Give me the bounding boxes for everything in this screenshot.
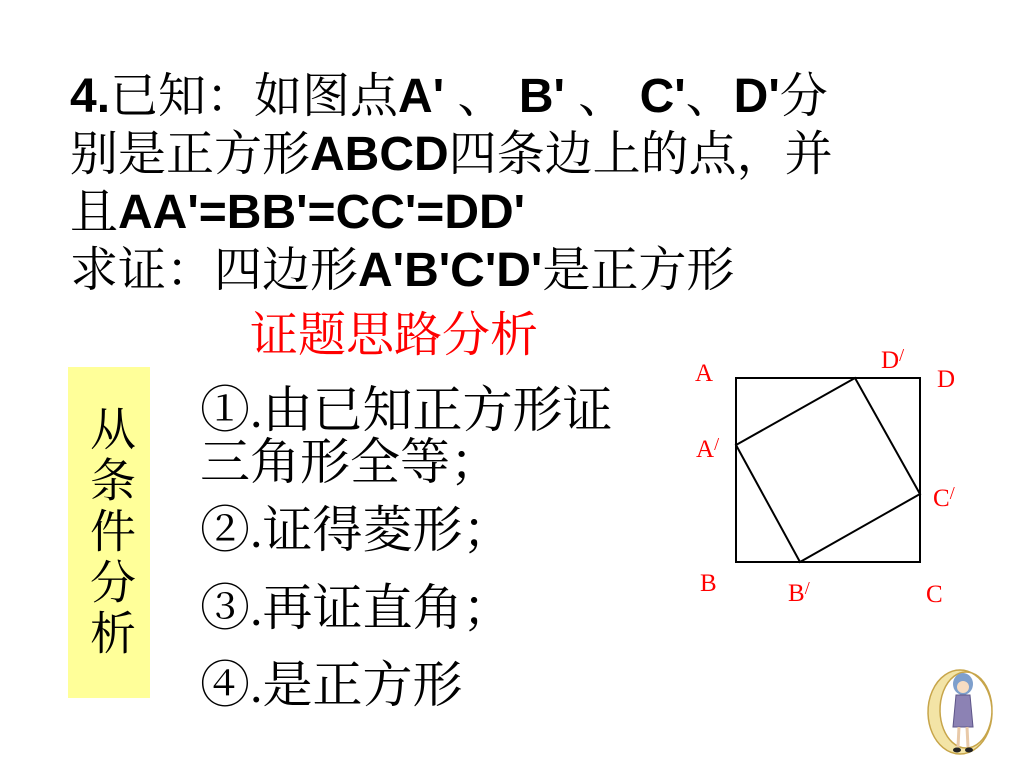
point-label-letter: D <box>881 347 900 374</box>
point-label-letter: B <box>788 580 805 607</box>
square-name: ABCD <box>310 128 449 181</box>
point-label-b-prime <box>788 578 810 607</box>
inner-square-prime <box>736 378 920 562</box>
corner-label-d: D <box>937 366 956 393</box>
step-1-line-2: 三角形全等； <box>200 434 500 490</box>
point-c-prime: C' <box>639 70 686 123</box>
point-label-d-prime <box>881 345 904 374</box>
prime-mark: / <box>899 345 905 365</box>
problem-line-3 <box>70 184 833 242</box>
step-4: ④.是正方形 <box>200 657 463 713</box>
equal-segments-condition: AA'=BB'=CC'=DD' <box>118 186 526 239</box>
problem-text: 是正方形 <box>542 244 735 297</box>
separator: 、 <box>685 70 734 123</box>
problem-text: 四条边上的点，并 <box>448 128 833 181</box>
prime-mark: / <box>949 483 955 503</box>
corner-label-a: A <box>695 360 714 387</box>
side-panel-label: 从条件分析 <box>84 405 135 660</box>
character-shoe-left <box>953 748 961 753</box>
point-d-prime: D' <box>733 70 780 123</box>
problem-number: 4. <box>70 70 111 123</box>
side-panel <box>68 367 150 698</box>
analysis-heading: 证题思路分析 <box>250 309 539 362</box>
prime-mark: / <box>804 578 810 598</box>
step-2: ②.证得菱形； <box>200 502 513 558</box>
character-leg-right <box>967 727 968 747</box>
step-3: ③.再证直角； <box>200 580 513 636</box>
separator: 、 <box>444 70 519 123</box>
prime-mark: / <box>714 434 720 454</box>
problem-text: 且 <box>70 186 119 239</box>
geometry-diagram <box>680 340 980 620</box>
character-leg-left <box>958 727 959 747</box>
point-label-letter: A <box>696 436 715 463</box>
corner-label-c: C <box>926 581 943 608</box>
problem-text: 已知：如图点 <box>110 70 399 123</box>
problem-text: 求证：四边形 <box>70 244 359 297</box>
outer-square-abcd <box>736 378 920 562</box>
point-label-letter: C <box>933 485 950 512</box>
inner-quadrilateral-name: A'B'C'D' <box>358 244 543 297</box>
moon-character-icon <box>925 665 995 760</box>
problem-line-2 <box>70 126 833 184</box>
character-shoe-right <box>965 748 973 753</box>
problem-line-1 <box>70 68 833 126</box>
separator: 、 <box>564 70 640 123</box>
point-b-prime: B' <box>518 70 565 123</box>
point-label-c-prime <box>933 483 955 512</box>
character-dress <box>953 695 973 727</box>
problem-line-4 <box>70 242 833 300</box>
problem-text: 别是正方形 <box>70 128 311 181</box>
corner-label-b: B <box>700 570 717 597</box>
point-a-prime: A' <box>398 70 445 123</box>
character-face <box>957 681 969 693</box>
point-label-a-prime <box>696 434 719 463</box>
problem-statement <box>70 68 833 300</box>
step-1-line-1: ①.由已知正方形证 <box>200 382 613 438</box>
problem-text: 分 <box>779 70 828 123</box>
